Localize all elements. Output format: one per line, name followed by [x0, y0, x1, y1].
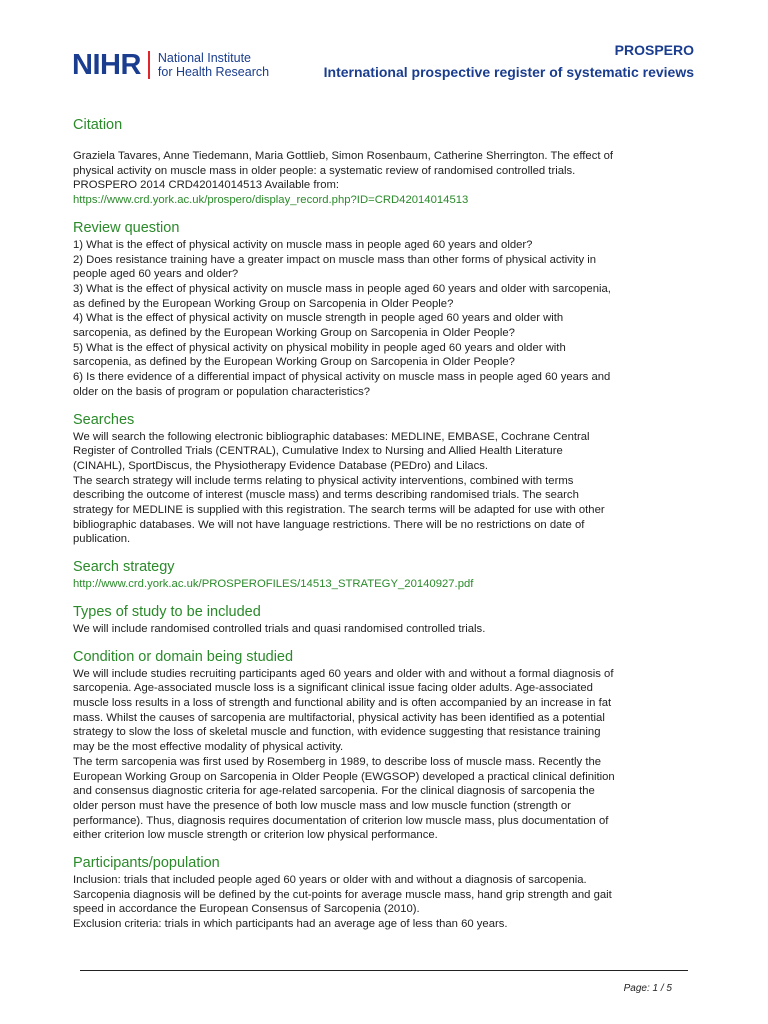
searches-line: bibliographic databases. We will not have language restrictions. There will be no restrictions on date of — [73, 518, 585, 531]
review-question-line: sarcopenia, as defined by the European Working Group on Sarcopenia in Older People? — [73, 356, 515, 369]
review-question-line: 3) What is the effect of physical activity on muscle mass in people aged 60 years and older with sarcopenia, — [73, 282, 611, 295]
searches-line: The search strategy will include terms relating to physical activity interventions, combined with terms — [73, 474, 574, 487]
logo-divider — [148, 51, 150, 79]
review-question-line: sarcopenia, as defined by the European Working Group on Sarcopenia in Older People? — [73, 327, 515, 340]
record-content — [73, 115, 698, 942]
review-question-line: older on the basis of program or population characteristics? — [73, 385, 371, 398]
searches-line: We will search the following electronic bibliographic databases: MEDLINE, EMBASE, Cochrane Central — [73, 430, 590, 443]
review-question-line: 6) Is there evidence of a differential impact of physical activity on muscle mass in people aged 60 years and — [73, 371, 611, 384]
searches-line: Register of Controlled Trials (CENTRAL), Cumulative Index to Nursing and Allied Health Literature — [73, 445, 563, 458]
condition-line: and consensus diagnostic criteria for age-related sarcopenia. For the clinical diagnosis of sarcopenia the — [73, 785, 595, 798]
search-strategy-link[interactable]: http://www.crd.york.ac.uk/PROSPEROFILES/14513_STRATEGY_20140927.pdf — [73, 578, 474, 591]
section-heading-searches: Searches — [73, 411, 135, 428]
condition-line: muscle loss results in a loss of strength and functional ability and is often accompanied by an increase in fat — [73, 696, 612, 709]
searches-line: publication. — [73, 533, 131, 546]
section-heading-citation: Citation — [73, 117, 123, 133]
condition-line: may be the most effective modality of physical activity. — [73, 741, 344, 754]
section-heading-condition: Condition or domain being studied — [73, 648, 294, 665]
citation-line: physical activity on muscle mass in older people: a systematic review of randomised controlled trials. — [73, 164, 576, 177]
section-condition — [73, 647, 698, 843]
types-of-study-line: We will include randomised controlled trials and quasi randomised controlled trials. — [73, 622, 486, 635]
citation-url-link[interactable]: https://www.crd.york.ac.uk/prospero/display_record.php?ID=CRD42014014513 — [73, 194, 469, 207]
prospero-subtitle: International prospective register of systematic reviews — [323, 64, 694, 80]
participants-line: Exclusion criteria: trials in which participants had an average age of less than 60 years. — [73, 918, 508, 931]
nihr-logo[interactable] — [72, 50, 269, 80]
condition-line: We will include studies recruiting participants aged 60 years and older with and without a formal diagnosis of — [73, 667, 614, 680]
logo-text — [158, 51, 269, 79]
review-question-line: 2) Does resistance training have a greater impact on muscle mass than other forms of physical activity in — [73, 253, 597, 266]
participants-line: Sarcopenia diagnosis will be defined by the cut-points for average muscle mass, hand grip strength and gait — [73, 888, 612, 901]
register-title — [324, 42, 694, 82]
section-searches — [73, 410, 698, 548]
condition-line: performance). Thus, diagnosis requires documentation of criterion low muscle mass, plus documentation of — [73, 814, 609, 827]
condition-line: either criterion low muscle strength or criterion low physical performance. — [73, 829, 438, 842]
logo-mark: NIHR — [72, 49, 141, 81]
review-question-line: 5) What is the effect of physical activity on physical mobility in people aged 60 years and older with — [73, 341, 566, 354]
review-question-line: as defined by the European Working Group on Sarcopenia in Older People? — [73, 297, 454, 310]
page-header — [0, 0, 768, 100]
section-review-question — [73, 218, 698, 400]
condition-line: strategy to slow the loss of skeletal muscle and function, with evidence suggesting that resistance training — [73, 726, 601, 739]
condition-line: sarcopenia. Age-associated muscle loss is a significant clinical issue facing older adults. Age-associated — [73, 682, 593, 695]
section-search-strategy — [73, 557, 698, 592]
condition-line: European Working Group on Sarcopenia in Older People (EWGSOP) developed a practical clinical definition — [73, 770, 615, 783]
condition-line: The term sarcopenia was first used by Rosemberg in 1989, to describe loss of muscle mass. Recently the — [73, 755, 602, 768]
participants-line: Inclusion: trials that included people aged 60 years or older with and without a diagnosis of sarcopenia. — [73, 874, 587, 887]
searches-line: describing the outcome of interest (muscle mass) and terms describing randomised trials. The search — [73, 489, 579, 502]
citation-line: PROSPERO 2014 CRD42014014513 Available from: — [73, 179, 340, 192]
footer-divider — [80, 970, 688, 971]
participants-line: speed in accordance the European Consensus of Sarcopenia (2010). — [73, 903, 420, 916]
searches-line: (CINAHL), SportDiscus, the Physiotherapy Evidence Database (PEDro) and Lilacs. — [73, 459, 489, 472]
section-heading-review-question: Review question — [73, 219, 180, 236]
review-question-line: people aged 60 years and older? — [73, 268, 239, 281]
logo-line-2: for Health Research — [157, 65, 270, 79]
condition-line: older person must have the presence of both low muscle mass and low muscle function (strength or — [73, 799, 571, 812]
page-number: Page: 1 / 5 — [623, 983, 672, 994]
review-question-line: 1) What is the effect of physical activity on muscle mass in people aged 60 years and older? — [73, 238, 533, 251]
searches-line: strategy for MEDLINE is supplied with this registration. The search terms will be adapted for use with other — [73, 504, 605, 517]
section-heading-types-of-study: Types of study to be included — [73, 603, 261, 620]
section-heading-participants: Participants/population — [73, 855, 220, 872]
review-question-line: 4) What is the effect of physical activity on muscle strength in people aged 60 years and older with — [73, 312, 564, 325]
logo-line-1: National Institute — [157, 51, 251, 65]
section-participants — [73, 853, 698, 932]
prospero-title: PROSPERO — [614, 42, 694, 58]
section-citation — [73, 115, 698, 208]
condition-line: mass. Whilst the causes of sarcopenia are multifactorial, physical activity has been identified as a potential — [73, 711, 605, 724]
section-types-of-study — [73, 602, 698, 637]
citation-line: Graziela Tavares, Anne Tiedemann, Maria Gottlieb, Simon Rosenbaum, Catherine Sherrington. The effect of — [73, 150, 614, 162]
section-heading-search-strategy: Search strategy — [73, 559, 175, 576]
